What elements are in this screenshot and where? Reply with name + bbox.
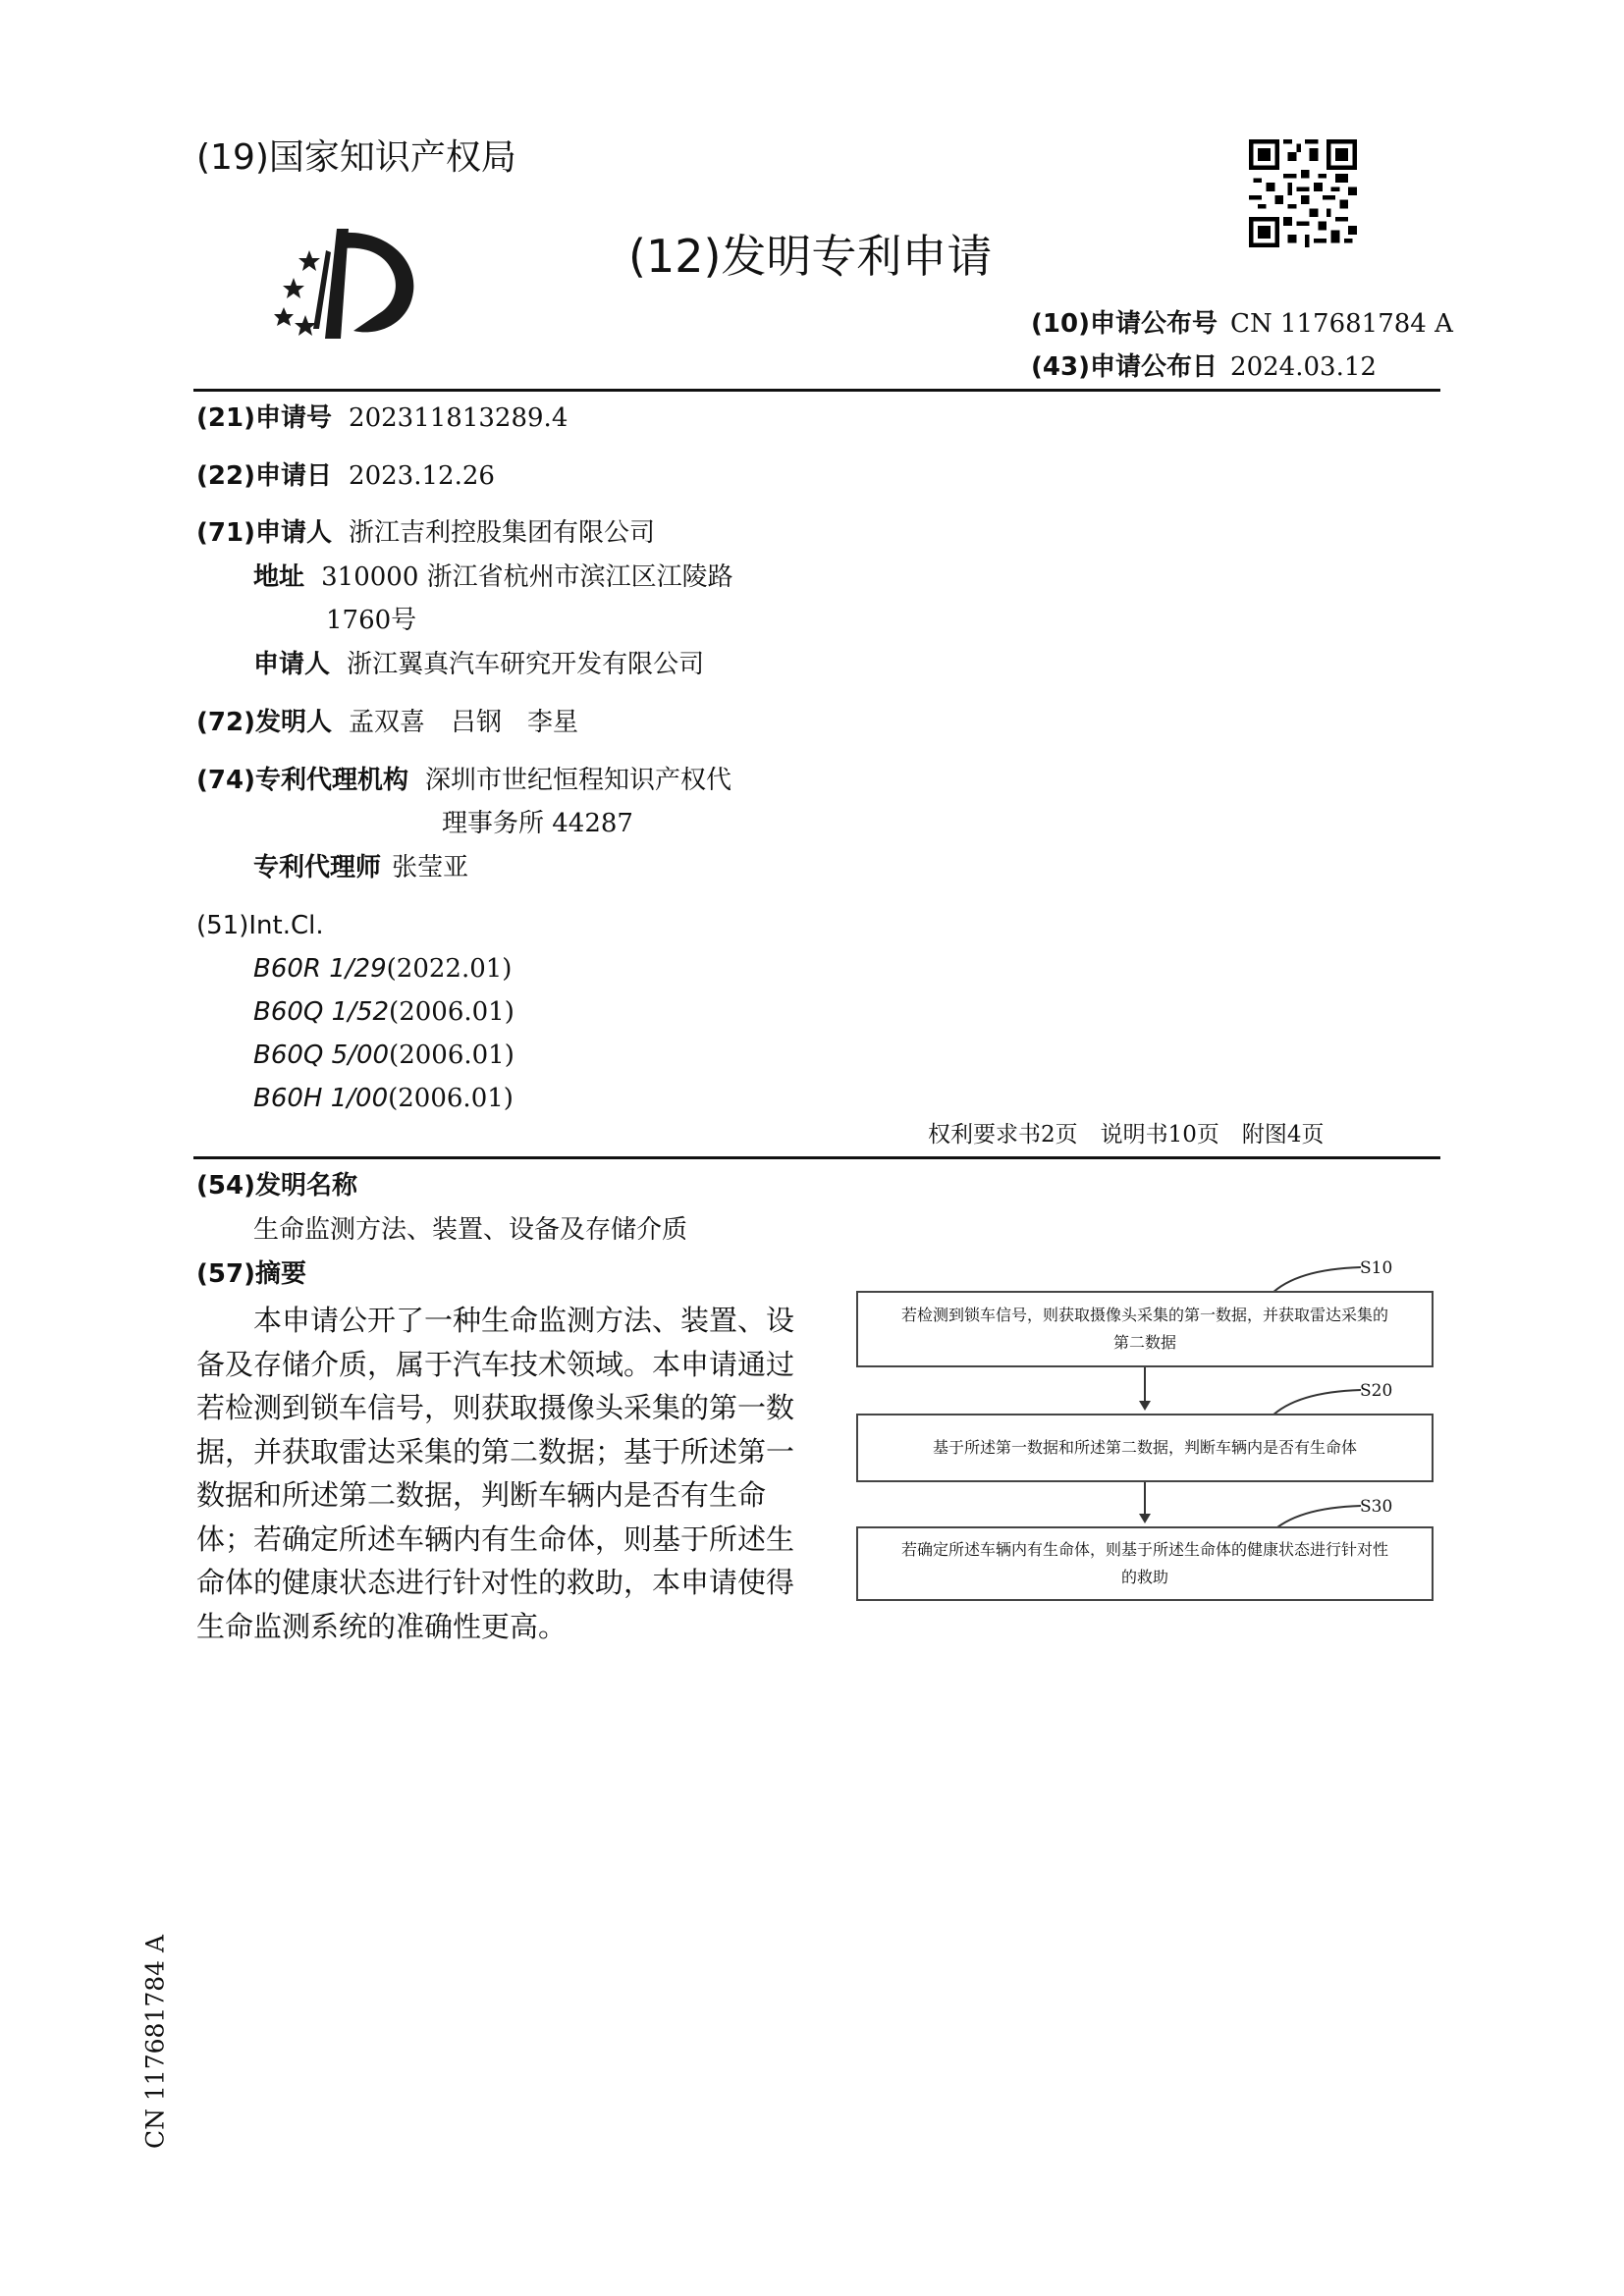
int-cl-version: (2006.01): [389, 1041, 514, 1070]
invention-title: 生命监测方法、装置、设备及存储介质: [253, 1215, 688, 1245]
publication-date-value: 2024.03.12: [1230, 352, 1377, 382]
patent-agency-line-1: 深圳市世纪恒程知识产权代: [425, 766, 732, 795]
address: [253, 560, 733, 598]
flowchart-step-box: [856, 1414, 1434, 1482]
abstract-line: 体；若确定所述车辆内有生命体，则基于所述生: [196, 1522, 795, 1556]
patent-agency-line-2: 理事务所 44287: [442, 809, 633, 838]
step-text: 若确定所述车辆内有生命体，则基于所述生命体的健康状态进行针对性: [900, 1540, 1388, 1559]
filing-date-value: 2023.12.26: [349, 461, 495, 491]
int-cl-code: B60Q 5/00: [253, 1041, 390, 1070]
inventors: [196, 705, 578, 743]
abstract-line: 据，并获取雷达采集的第二数据；基于所述第一: [196, 1434, 795, 1468]
applicant: [196, 515, 655, 554]
cnipa-logo: [270, 221, 427, 348]
flowchart-step-box: [856, 1526, 1434, 1601]
page-count-summary: 权利要求书2页 说明书10页 附图4页: [928, 1122, 1325, 1148]
flow-arrow: [1144, 1482, 1146, 1515]
patent-agent: [253, 850, 468, 888]
patent-agent-value: 张莹亚: [392, 853, 469, 882]
int-cl-entry: [253, 1081, 514, 1119]
document-type: (12)发明专利申请: [628, 230, 993, 283]
abstract-line: 命体的健康状态进行针对性的救助，本申请使得: [196, 1566, 795, 1599]
applicant-2: [253, 647, 704, 685]
address-line-2: 1760号: [326, 606, 417, 635]
invention-title-label: (54)发明名称: [196, 1171, 357, 1201]
flow-arrowhead: [1139, 1514, 1151, 1523]
abstract-line: 本申请公开了一种生命监测方法、装置、设: [253, 1304, 795, 1337]
int-cl-entry: [253, 1038, 514, 1076]
flow-arrowhead: [1139, 1401, 1151, 1411]
abstract-label: (57)摘要: [196, 1259, 306, 1289]
address-label: 地址: [253, 562, 305, 592]
applicant-2-value: 浙江翼真汽车研究开发有限公司: [347, 650, 705, 679]
publication-date-label: (43)申请公布日: [1031, 352, 1218, 382]
int-cl-code: B60Q 1/52: [253, 997, 390, 1027]
publication-date: [1031, 349, 1377, 388]
inventors-label: (72)发明人: [196, 708, 332, 737]
publication-number-label: (10)申请公布号: [1031, 309, 1218, 339]
abstract-line: 备及存储介质，属于汽车技术领域。本申请通过: [196, 1347, 795, 1381]
step-label: S20: [1360, 1381, 1393, 1401]
int-cl-entry: [253, 951, 512, 989]
header-divider: [193, 389, 1440, 392]
publication-number: [1031, 306, 1453, 345]
patent-agent-label: 专利代理师: [253, 853, 382, 882]
address-line-1: 310000 浙江省杭州市滨江区江陵路: [321, 562, 733, 592]
filing-date: [196, 458, 495, 497]
filing-date-label: (22)申请日: [196, 461, 332, 491]
applicant-2-label: 申请人: [253, 650, 331, 679]
int-cl-version: (2006.01): [389, 997, 514, 1027]
abstract-line: 生命监测系统的准确性更高。: [196, 1609, 568, 1643]
biblio-divider: [193, 1156, 1440, 1159]
abstract-line: 数据和所述第二数据，判断车辆内是否有生命: [196, 1478, 767, 1512]
int-cl-label: (51)Int.Cl.: [196, 911, 324, 940]
application-number: [196, 400, 568, 439]
side-publication-number-text: CN 117681784 A: [140, 1934, 170, 2150]
step-text: 若检测到锁车信号，则获取摄像头采集的第一数据，并获取雷达采集的: [900, 1306, 1388, 1324]
patent-agency: [196, 763, 731, 801]
abstract-text: [196, 1299, 795, 1648]
int-cl-code: B60R 1/29: [253, 954, 387, 984]
int-cl-version: (2006.01): [388, 1084, 514, 1113]
flowchart-step-box: [856, 1291, 1434, 1367]
flow-arrow: [1144, 1367, 1146, 1402]
step-label: S30: [1360, 1497, 1393, 1517]
office-name: (19)国家知识产权局: [196, 137, 516, 178]
patent-agency-label: (74)专利代理机构: [196, 766, 408, 795]
inventors-value: 孟双喜 吕钢 李星: [349, 708, 579, 737]
applicant-label: (71)申请人: [196, 518, 332, 548]
application-number-label: (21)申请号: [196, 403, 332, 433]
int-cl-entry: [253, 994, 514, 1033]
application-number-value: 202311813289.4: [349, 403, 568, 433]
int-cl-code: B60H 1/00: [253, 1084, 389, 1113]
int-cl-version: (2022.01): [386, 954, 513, 984]
publication-number-value: CN 117681784 A: [1230, 309, 1453, 339]
side-publication-number: [140, 1934, 170, 2150]
step-text: 的救助: [1120, 1568, 1168, 1586]
applicant-value: 浙江吉利控股集团有限公司: [349, 518, 656, 548]
step-text: 基于所述第一数据和所述第二数据，判断车辆内是否有生命体: [932, 1438, 1357, 1457]
step-text: 第二数据: [1112, 1333, 1176, 1352]
step-label: S10: [1360, 1258, 1393, 1278]
qr-code: [1249, 139, 1357, 247]
abstract-line: 若检测到锁车信号，则获取摄像头采集的第一数: [196, 1391, 795, 1424]
